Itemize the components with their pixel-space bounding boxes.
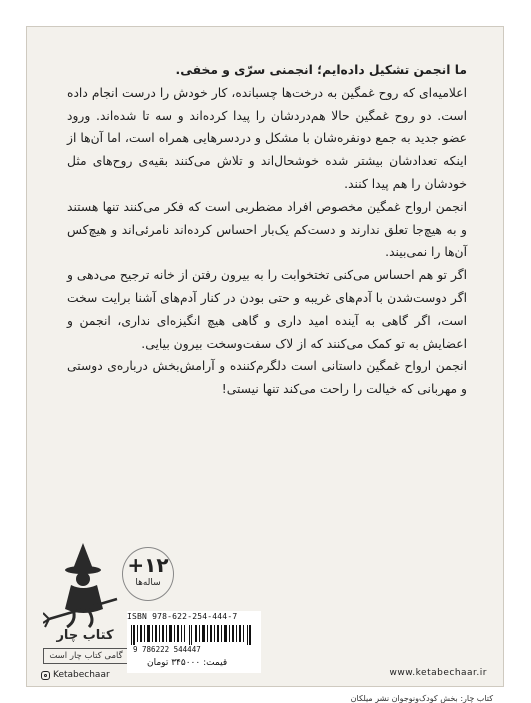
blurb-paragraph-4: انجمن ارواح غمگین داستانی است دلگرم‌کننده و آرامش‌بخش درباره‌ی دوستی و مهربانی که خیالت را راحت می‌کند تنها نیستی!	[67, 359, 467, 397]
age-rating-number: +۱۲	[127, 553, 169, 577]
price-text: قیمت: ۳۴۵۰۰۰ تومان	[147, 658, 228, 668]
age-rating-badge	[122, 547, 174, 601]
instagram-icon	[41, 671, 50, 680]
isbn-text: ISBN 978-622-254-444-7	[127, 612, 238, 621]
barcode-digits: 9 786222 544447	[133, 645, 201, 654]
instagram-handle-text: Ketabechaar	[53, 670, 110, 680]
publisher-line: کتاب چار: بخش کودک‌ونوجوان نشر میلکان	[350, 694, 493, 703]
back-cover	[26, 26, 504, 703]
publisher-logo-name: کتاب چار	[56, 628, 114, 643]
blurb-text	[67, 59, 467, 401]
instagram-handle	[41, 670, 110, 680]
blurb-paragraph-2: انجمن ارواح غمگین مخصوص افراد مضطربی است که فکر می‌کنند تنها هستند و به هیچ‌جا تعلق ندارند و دست‌کم یک‌بار احساس کرده‌اند نامرئی‌اند و هیچ‌کس آن‌ها را نمی‌بیند.	[67, 199, 467, 260]
blurb-paragraph-1: اعلامیه‌ای که روح غمگین به درخت‌ها چسبانده، کار خودش را درست انجام داده است. دو روح غمگین حالا هم‌دردشان را پیدا کرده‌اند و سه تا شده‌اند. ورود عضو جدید به جمع دونفره‌شان با مشکل و دردسرهایی همراه است، اما آن‌ها از اینکه تعدادشان بیشتر شده خوشحال‌اند و تلاش می‌کنند بقیه‌ی روح‌های مثل خودشان را هم پیدا کنند.	[67, 85, 467, 191]
blurb-paragraph-3: اگر تو هم احساس می‌کنی تختخوابت را به بیرون رفتن از خانه ترجیح می‌دهی و اگر دوست‌شدن با آدم‌های غریبه و حتی بودن در کنار آدم‌های آشنا برایت سخت است، اگر گاهی به آینده امید داری و گاهی هیچ انگیزه‌ای نداری، انجمن و اعضایش به تو کمک می‌کنند که از لاک سفت‌وسخت بیرون بیایی.	[67, 268, 467, 351]
age-rating-label: ساله‌ها	[135, 578, 161, 588]
publisher-tagline: گامی کتاب چار است	[43, 648, 129, 664]
barcode-icon	[129, 625, 257, 645]
blurb-heading: ما انجمن تشکیل داده‌ایم؛ انجمنی سرّی و مخفی.	[175, 63, 467, 77]
website-url: www.ketabechaar.ir	[389, 668, 487, 678]
